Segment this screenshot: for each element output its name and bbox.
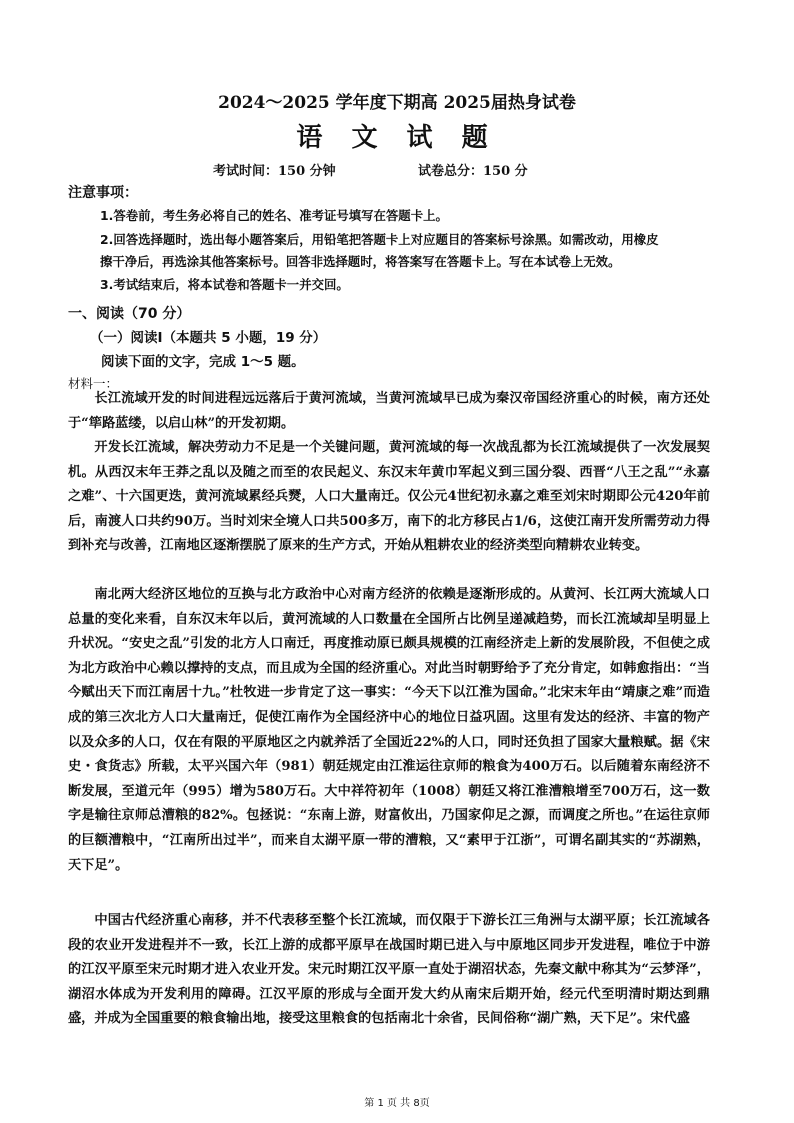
notice-item-2-line-1: 2.回答选择题时，选出每小题答案后，用铅笔把答题卡上对应题目的答案标号涂黑。如需改动，用橡皮 [100, 232, 659, 247]
passage-paragraph-1: 长江流域开发的时间进程远远落后于黄河流域，当黄河流域早已成为秦汉帝国经济重心的时候，南方还处于“筚路蓝缕，以启山林”的开发初期。 [68, 391, 710, 431]
notice-heading: 注意事项： [68, 185, 138, 201]
exam-title: 2024～2025 学年度下期高 2025届热身试卷 [218, 93, 576, 113]
notice-item-2-line-2: 擦干净后，再选涂其他答案标号。回答非选择题时，将答案写在答题卡上。写在本试卷上无效。 [100, 254, 621, 269]
page-number: 第 1 页 共 8页 [364, 1098, 430, 1109]
notice-item-1: 1.答卷前，考生务必将自己的姓名、准考证号填写在答题卡上。 [100, 208, 448, 223]
section-instruction: 阅读下面的文字，完成 1～5 题。 [101, 354, 305, 370]
passage-paragraph-3: 南北两大经济区地位的互换与北方政治中心对南方经济的依赖是逐渐形成的。从黄河、长江两大流域人口总量的变化来看，自东汉末年以后，黄河流域的人口数量在全国所占比例呈递减趋势，而长江流域却呈明显上升状况。“安史之乱”引发的北方人口南迁，再度推动原已颇具规模的江南经济走上新的发展阶段，不但使之成为北方政治中心赖以撑持的支点，而且成为全国的经济重心。对此当时朝野给予了充分肯定，如韩愈指出：“当今赋出天下而江南居十九。”杜牧进一步肯定了这一事实：“今天下以江淮为国命。”北宋末年由“靖康之难”而造成的第三次北方人口大量南迁，促使江南作为全国经济中心的地位日益巩固。这里有发达的经济、丰富的物产以及众多的人口，仅在有限的平原地区之内就养活了全国近22%的人口，同时还负担了国家大量粮赋。据《宋史・食货志》所载，太平兴国六年（981）朝廷规定由江淮运往京师的粮食为400万石。以后随着东南经济不断发展，至道元年（995）增为580万石。大中祥符初年（1008）朝廷又将江淮漕粮增至700万石，这一数字是输往京师总漕粮的82%。包拯说：“东南上游，财富攸出，乃国家仰足之源，而调度之所也。”在运往京师的巨额漕粮中，“江南所出过半”，而来自太湖平原一带的漕粮，又“素甲于江浙”，可谓名副其实的“苏湖熟，天下足”。 [68, 587, 710, 873]
subject-title: 语 文 试 题 [296, 123, 498, 153]
passage-paragraph-2: 开发长江流域，解决劳动力不足是一个关键问题，黄河流域的每一次战乱都为长江流域提供了一次发展契机。从西汉末年王莽之乱以及随之而至的农民起义、东汉末年黄巾军起义到三国分裂、西晋“八王之乱”“永嘉之难”、十六国更迭，黄河流域累经兵燹，人口大量南迁。仅公元4世纪初永嘉之难至刘宋时期即公元420年前后，南渡人口共约90万。当时刘宋全境人口共500多万，南下的北方移民占1/6，这使江南开发所需劳动力得到补充与改善，江南地区逐渐摆脱了原来的生产方式，开始从粗耕农业的经济类型向精耕农业转变。 [68, 440, 710, 554]
notice-item-3: 3.考试结束后，将本试卷和答题卡一并交回。 [100, 277, 349, 292]
passage-paragraph-4: 中国古代经济重心南移，并不代表移至整个长江流域，而仅限于下游长江三角洲与太湖平原；长江流域各段的农业开发进程并不一致，长江上游的成都平原早在战国时期已进入与中原地区同步开发进程，唯位于中游的江汉平原至宋元时期才进入农业开发。宋元时期江汉平原一直处于湖沼状态，先秦文献中称其为“云梦泽”，湖沼水体成为开发利用的障碍。江汉平原的形成与全面开发大约从南宋后期开始，经元代至明清时期达到鼎盛，并成为全国重要的粮食输出地，接受这里粮食的包括南北十余省，民间俗称“湖广熟，天下足”。宋代盛 [68, 913, 710, 1027]
section-heading: 一、阅读（70 分） [68, 306, 191, 322]
material-label: 材料一： [68, 376, 119, 391]
exam-time: 考试时间：150 分钟 [213, 164, 336, 179]
section-sub-heading: （一）阅读Ⅰ（本题共 5 小题，19 分） [90, 330, 327, 346]
total-score: 试卷总分：150 分 [418, 164, 528, 179]
